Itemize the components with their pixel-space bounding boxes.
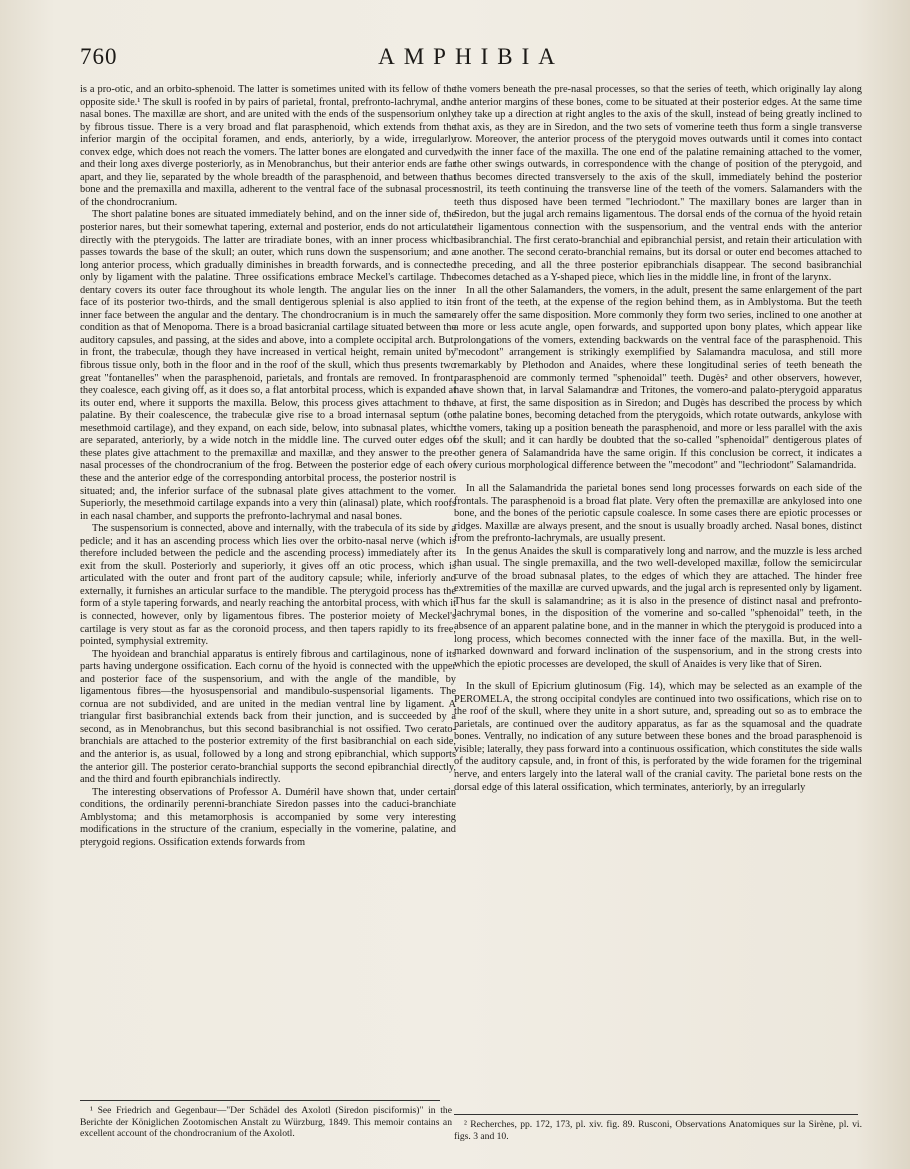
paragraph: The short palatine bones are situated immediately behind, and on the inner side of, the posterior nares, but their somewhat tapering, external and posterior, ends do not articulate directly with the pterygoids. The latter are triradiate bones, with an inner process which passes towards the base of the skull; an outer, which runs down the suspensorium; and a long anterior process, which gradually diminishes in breadth forwards, and is connected only by ligament with the palatine. Three ossifications embrace Meckel's cartilage. The dentary covers its outer face throughout its whole length. The angular lies on the inner face of its posterior two-thirds, and the small dentigerous splenial is also applied to its inner face between the angular and the dentary. The chondrocranium is in much the same condition as that of Menopoma. There is a broad basicranial cartilage situated between the auditory capsules, and passing, at the sides and above, into a complete occipital arch. But, in front, the trabeculæ, though they have increased in vertical height, remain united by fibrous tissue only, both in the floor and in the roof of the skull, which thus presents two great "fontanelles" when the parasphenoid, parietals, and frontals are removed. In front, they coalesce, each giving off, as it does so, a flat antorbital process, which is expanded at its outer end, where it supports the maxilla. Below, this process gives attachment to the palatine. By their coalescence, the trabeculæ give rise to a broad internasal septum (or mesethmoid cartilage), and they expand, on each side, below, into subnasal plates, which are separated, anteriorly, by a wide notch in the middle line. The curved outer edges of these plates give attachment to the premaxillæ and maxillæ, and they answer to the pre-nasal processes of the chondrocranium of the frog. Between the posterior edge of each of these and the anterior edge of the corresponding antorbital process, the posterior nostril is situated; and, the inferior surface of the subnasal plate gives attachment to the vomer. Superiorly, the mesethmoid cartilage expands into a very thin (alinasal) plate, which roofs in each nasal chamber, and supports the prefronto-lachrymal and nasal bones. (80, 209, 456, 522)
page-header (80, 44, 862, 78)
paragraph: In all the other Salamanders, the vomers, in the adult, present the same enlargement of the part in front of the teeth, at the expense of the region behind them, as in Amblystoma. But the teeth rarely offer the same disposition. More commonly they form two series, inclined to one another at a more or less acute angle, open forwards, and supported upon bony plates, which appear like prolongations of the vomers, extending backwards on the ventral face of the parasphenoid. This "mecodont" arrangement is strikingly exemplified by Salamandra maculosa, and still more remarkably by Plethodon and Anaides, where these longitudinal series of teeth beneath the parasphenoid are commonly termed "sphenoidal" teeth. Dugès² and other observers, however, have shown that, in larval Salamandræ and Tritones, the vomero-and palato-pterygoid apparatus have, at first, the same disposition as in Siredon; and Dugès has described the process by which the palatine bones, becoming detached from the pterygoids, which rotate outwards, ankylose with the vomers, taking up a position beneath the parasphenoid, and more or less parallel with the axis of the skull; and it can hardly be doubted that the so-called "sphenoidal" dentigerous plates of other genera of Salamandrida have the same origin. If this conclusion be correct, it indicates a very curious morphological difference between the "mecodont" and "lechriodont" Salamandrida. (454, 284, 862, 472)
paragraph: In the genus Anaides the skull is comparatively long and narrow, and the muzzle is less arched than usual. The single premaxilla, and the two well-developed maxillæ, follow the semicircular curve of the broad subnasal plates, to the edges of which they are attached. The hinder free extremities of the maxillæ are curved upwards, and the jugal arch is represented only by ligament. Thus far the skull is salamandrine; as it is also in the presence of distinct nasal and prefronto-lachrymal bones, in the disposition of the vomerine and so-called "sphenoidal" teeth, in the absence of an apparent palatine bone, and in the manner in which the pterygoid is produced into a long process, which becomes connected with the inner face of the maxilla. But, in the well-marked downward and forward inclination of the suspensorium, and in the strong crests into which the epiotic processes are developed, the skull of Anaides is very like that of Siren. (454, 545, 862, 670)
paragraph: The suspensorium is connected, above and internally, with the trabecula of its side by a pedicle; and it has an ascending process which lies over the orbito-nasal nerve (which is therefore included between the pedicle and the ascending process) immediately after its exit from the skull. Posteriorly and superiorly, it gives off an otic process, which is articulated with the outer and front part of the auditory capsule; while, inferiorly and externally, it furnishes an articular surface to the mandible. The pterygoid process has the form of a style tapering forwards, and nearly reaching the antorbital process, with which it is connected, however, only by ligamentous fibres. The posterior moiety of Meckel's cartilage is very stout as far as the coronoid process, and then tapers rapidly to its free, pointed, symphysial extremity. (80, 523, 456, 648)
running-title: AMPHIBIA (378, 44, 564, 69)
right-footnotes (454, 1119, 862, 1142)
left-column (80, 84, 456, 849)
footnote-rule-right (454, 1114, 858, 1115)
page-number: 760 (80, 44, 118, 69)
paragraph: In all the Salamandrida the parietal bones send long processes forwards on each side of the frontals. The parasphenoid is a broad flat plate. Very often the premaxillæ are ankylosed into one bone, and the bones of the periotic capsule coalesce. In some cases there are epiotic processes or ridges. Maxillæ are always present, and the snout is usually broadly arched. Nasal bones, distinct from the prefronto-lachrymals, are usually present. (454, 482, 862, 545)
paragraph: The interesting observations of Professor A. Duméril have shown that, under certain conditions, the ordinarily perenni-branchiate Siredon passes into the caduci-branchiate Amblystoma; and this metamorphosis is accompanied by some very interesting modifications in the structure of the cranium, especially in the vomerine, palatine, and pterygoid regions. Ossification extends forwards from (80, 786, 456, 848)
footnote: ² Recherches, pp. 172, 173, pl. xiv. fig. 89. Rusconi, Observations Anatomiques sur la Sirène, pl. vi. figs. 3 and 10. (454, 1119, 862, 1142)
right-column (454, 84, 862, 794)
footnote: ¹ See Friedrich and Gegenbaur—"Der Schädel des Axolotl (Siredon pisciformis)" in the Berichte der Königlichen Zootomischen Anstalt zu Würzburg, 1849. This memoir contains an excellent account of the chondrocranium of the Axolotl. (80, 1105, 452, 1140)
paragraph: the vomers beneath the pre-nasal processes, so that the series of teeth, which originally lay along the anterior margins of these bones, come to be situated at their posterior edges. At the same time they take up a direction at right angles to the axis of the skull, instead of being greatly inclined to that axis, as they are in Siredon, and the two sets of vomerine teeth thus form a single transverse row. Moreover, the anterior process of the pterygoid moves outwards until it comes into contact with the inner face of the maxilla. The one end of the palatine remaining attached to the vomer, the other swings outwards, in correspondence with the change of position of the pterygoid, and thus becomes directed transversely to the axis of the skull, immediately behind the posterior nostril, its teeth continuing the transverse line of the teeth of the vomers. Salamanders with the teeth thus disposed have been termed "lechriodont." The maxillary bones are larger than in Siredon, but the jugal arch remains ligamentous. The dorsal ends of the cornua of the hyoid retain their ligamentous connection with the suspensorium, and the ventral ends with the anterior basibranchial. The first cerato-branchial and epibranchial persist, and retain their articulation with one another. The second cerato-branchial remains, but its dorsal or outer end becomes attached to the preceding, and all the three posterior epibranchials disappear. The second basibranchial becomes detached as a Y-shaped piece, which lies in the middle line, in front of the larynx. (454, 84, 862, 284)
left-footnotes (80, 1105, 452, 1140)
paragraph: In the skull of Epicrium glutinosum (Fig. 14), which may be selected as an example of the PEROMELA, the strong occipital condyles are continued into two ossifications, which rise on to the roof of the skull, where they unite in a short suture, and, spreading out so as to embrace the parietals, are continued over the auditory apparatus, as far as the squamosal and the quadrate bones. Ventrally, no indication of any suture between these bones and the broad parasphenoid is visible; laterally, they pass forward into a continuous ossification, which constitutes the side walls of the auditory capsule, and, in front of this, is perforated by the wide foramen for the trigeminal nerve, and enters largely into the lateral wall of the cranial cavity. The parietal bone rests on the dorsal edge of this lateral ossification, which terminates, anteriorly, by an irregularly (454, 681, 862, 793)
footnote-rule-left (80, 1100, 440, 1101)
paragraph: The hyoidean and branchial apparatus is entirely fibrous and cartilaginous, none of its parts having undergone ossification. Each cornu of the hyoid is connected with the upper and posterior face of the suspensorium, and with the angle of the mandible, by ligamentous fibres—the hyosuspensorial and mandibulo-suspensorial ligaments. The cornua are not subdivided, and are united in the median ventral line by ligament. A triangular first basibranchial extends back from their junction, and is succeeded by a second, as in Menobranchus, but this second basibranchial is not ossified. Two cerato-branchials are attached to the posterior extremity of the first basibranchial on each side, and the anterior is, as usual, followed by a long and strong epibranchial, which supports the anterior gill. The posterior cerato-branchial supports the second epibranchial directly, and the third and fourth epibranchials indirectly. (80, 648, 456, 786)
paragraph: is a pro-otic, and an orbito-sphenoid. The latter is sometimes united with its fellow of the opposite side.¹ The skull is roofed in by pairs of parietal, frontal, prefronto-lachrymal, and nasal bones. The maxillæ are short, and are united with the ends of the suspensorium only by fibrous tissue. There is a very broad and flat parasphenoid, which extends from the inferior margin of the occipital foramen, and ends, anteriorly, by a wide, irregularly convex edge, which does not reach the vomers. The latter bones are elongated and curved, and their long axes diverge posteriorly, as in Menobranchus, but their anterior ends are far apart, and they lie, separated by the whole breadth of the parasphenoid, and between that bone and the premaxilla and maxilla, adherent to the ventral face of the subnasal process of the chondrocranium. (80, 84, 456, 208)
